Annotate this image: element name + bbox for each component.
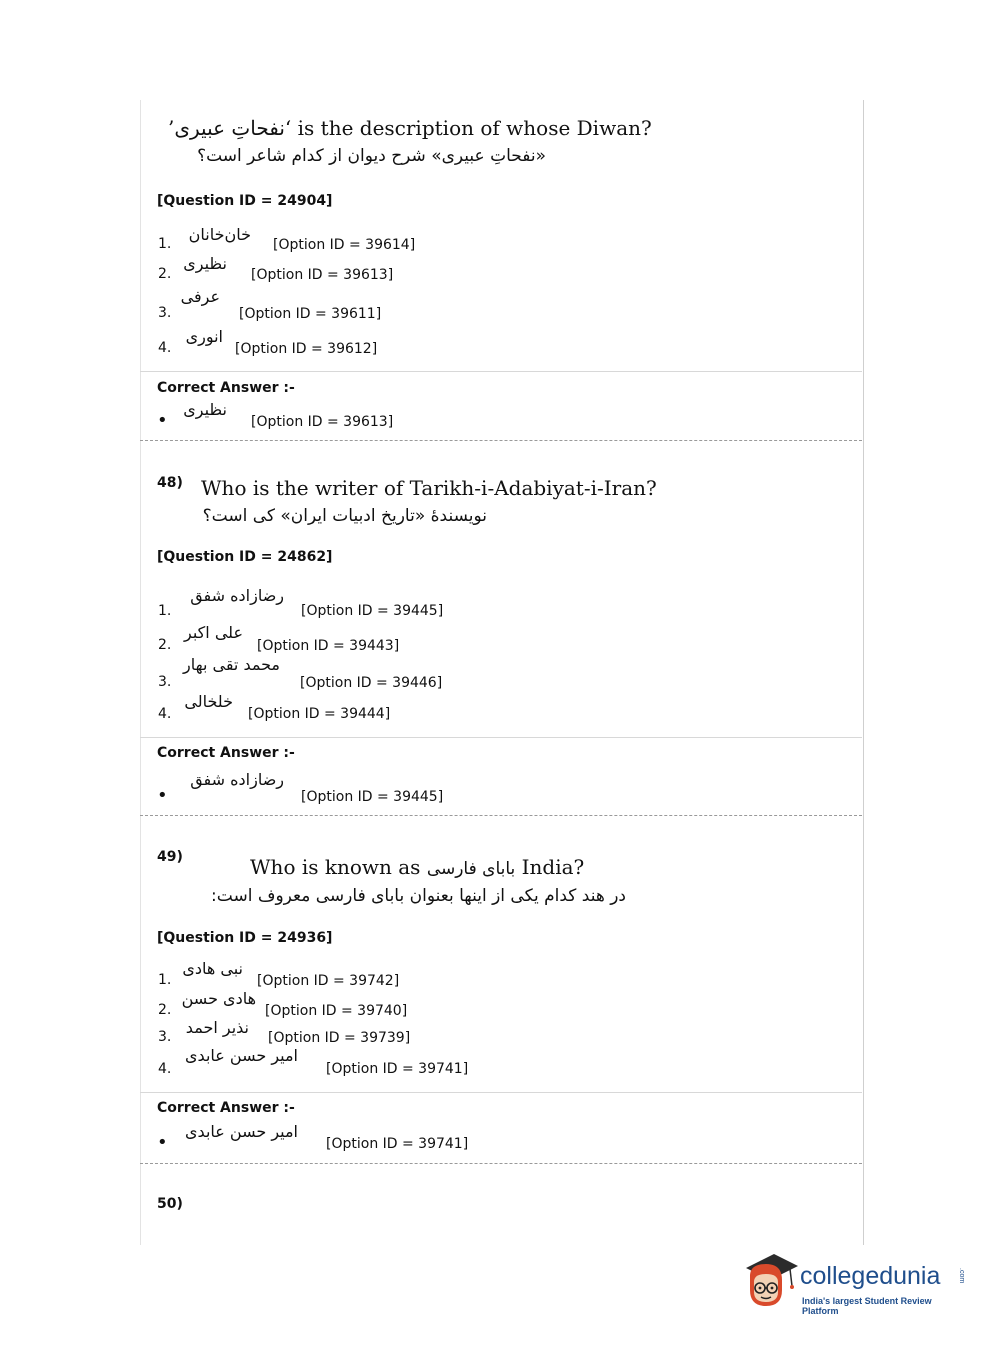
q48-option-text[interactable]: محمد تقی بهار — [182, 655, 280, 674]
q49-number: 49) — [157, 849, 183, 865]
q47-option-number: 3. — [158, 305, 172, 321]
q47-correct-answer-id: [Option ID = 39613] — [251, 414, 394, 430]
q49-option-number: 4. — [158, 1061, 172, 1077]
q47-option-number: 1. — [158, 236, 172, 252]
q47-question-id: [Question ID = 24904] — [157, 193, 333, 209]
q47-option-id: [Option ID = 39611] — [239, 306, 382, 322]
bullet: • — [157, 785, 168, 806]
q47-option-text[interactable]: نظیری — [183, 254, 227, 273]
q49-title-urdu: بابای فارسی — [426, 859, 516, 879]
q49-option-text[interactable]: نذیر احمد — [185, 1018, 249, 1037]
q48-option-id: [Option ID = 39443] — [257, 638, 400, 654]
q47-option-id: [Option ID = 39612] — [235, 341, 378, 357]
q48-title-english: Who is the writer of Tarikh-i-Adabiyat-i-Iran? — [201, 476, 657, 500]
q48-option-id: [Option ID = 39446] — [300, 675, 443, 691]
collegedunia-logo[interactable] — [740, 1250, 970, 1320]
q48-option-number: 4. — [158, 706, 172, 722]
q47-title-urdu: ‘نفحاتِ عبیری’ — [168, 116, 292, 140]
q49-title-english-a: Who is known as — [250, 855, 421, 879]
q47-correct-answer-label: Correct Answer :- — [157, 380, 295, 396]
q48-option-text[interactable]: رضازاده شفق — [190, 586, 284, 605]
section-divider — [140, 371, 862, 372]
q49-option-number: 2. — [158, 1002, 172, 1018]
bullet: • — [157, 410, 168, 431]
q48-option-text[interactable]: خلخالی — [184, 692, 233, 711]
question-separator — [140, 1163, 862, 1164]
brand-suffix: .com — [958, 1268, 965, 1284]
q48-option-id: [Option ID = 39444] — [248, 706, 391, 722]
mascot-icon — [740, 1250, 802, 1312]
q47-title — [168, 116, 652, 140]
q48-correct-answer-id: [Option ID = 39445] — [301, 789, 444, 805]
q49-option-id: [Option ID = 39741] — [326, 1061, 469, 1077]
q48-number: 48) — [157, 475, 183, 491]
question-separator — [140, 815, 862, 816]
q48-option-number: 1. — [158, 603, 172, 619]
q47-title-english: is the description of whose Diwan? — [297, 116, 652, 140]
q49-correct-answer-id: [Option ID = 39741] — [326, 1136, 469, 1152]
brand-name: collegedunia — [800, 1262, 941, 1290]
q49-option-number: 1. — [158, 972, 172, 988]
q47-option-id: [Option ID = 39614] — [273, 237, 416, 253]
q47-option-text[interactable]: انوری — [185, 327, 223, 346]
q47-option-text[interactable]: عرفی — [180, 287, 220, 306]
question-separator — [140, 440, 862, 441]
q48-question-id: [Question ID = 24862] — [157, 549, 333, 565]
section-divider — [140, 1092, 862, 1093]
q50-number: 50) — [157, 1196, 183, 1212]
q49-subtitle: در هند کدام یکی از اینها بعنوان بابای فارسی معروف است: — [211, 886, 626, 906]
q47-correct-answer-text: نظیری — [183, 400, 227, 419]
q49-option-number: 3. — [158, 1029, 172, 1045]
q49-option-text[interactable]: امیر حسن عابدی — [185, 1046, 298, 1065]
q49-option-id: [Option ID = 39742] — [257, 973, 400, 989]
q49-option-text[interactable]: نبی هادی — [182, 959, 243, 978]
q48-subtitle: نویسندهٔ «تاریخ ادبیات ایران» کی است؟ — [202, 506, 487, 526]
section-divider — [140, 737, 862, 738]
q49-option-id: [Option ID = 39740] — [265, 1003, 408, 1019]
q48-option-id: [Option ID = 39445] — [301, 603, 444, 619]
q49-correct-answer-label: Correct Answer :- — [157, 1100, 295, 1116]
q49-option-text[interactable]: هادی حسن — [181, 989, 256, 1008]
q49-title-english-b: India? — [521, 855, 585, 879]
q47-option-number: 2. — [158, 266, 172, 282]
q48-option-text[interactable]: علی اکبر — [184, 623, 243, 642]
q48-correct-answer-text: رضازاده شفق — [190, 770, 284, 789]
q49-correct-answer-text: امیر حسن عابدی — [185, 1122, 298, 1141]
brand-tagline: India's largest Student Review Platform — [802, 1296, 932, 1316]
q47-option-number: 4. — [158, 340, 172, 356]
bullet: • — [157, 1132, 168, 1153]
q48-option-number: 3. — [158, 674, 172, 690]
q48-correct-answer-label: Correct Answer :- — [157, 745, 295, 761]
q49-question-id: [Question ID = 24936] — [157, 930, 333, 946]
q47-option-text[interactable]: خان‌خانان — [188, 225, 251, 244]
q49-option-id: [Option ID = 39739] — [268, 1030, 411, 1046]
q49-title — [250, 855, 584, 879]
q48-option-number: 2. — [158, 637, 172, 653]
q47-subtitle: «نفحاتِ عبیری» شرح دیوان از کدام شاعر است؟ — [197, 146, 546, 166]
q47-option-id: [Option ID = 39613] — [251, 267, 394, 283]
